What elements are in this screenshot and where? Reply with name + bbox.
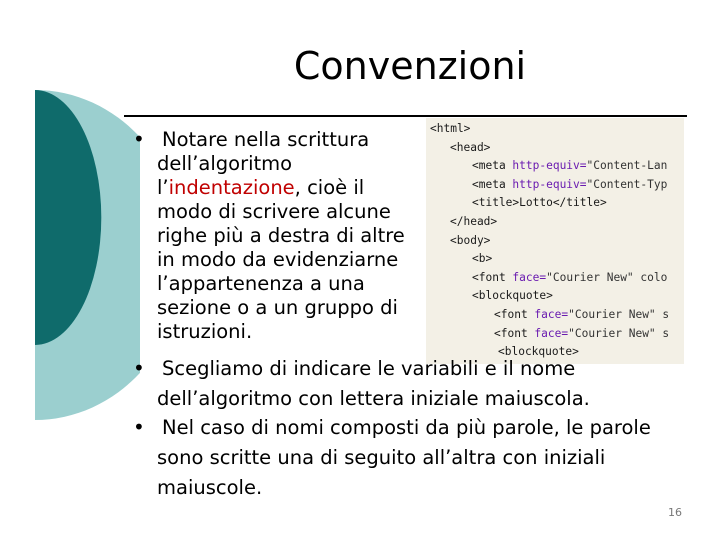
- code-str: "Courier New" colo: [546, 270, 668, 284]
- bullet-text: Nel caso di nomi composti da più parole, le parole: [162, 416, 651, 439]
- bullet-text: sono scritte una di seguito all’altra con iniziali: [157, 446, 606, 469]
- code-tag: </head>: [450, 215, 498, 228]
- code-line: [472, 271, 667, 284]
- bullet-marker: •: [133, 415, 145, 439]
- code-tag: <font: [472, 270, 506, 284]
- bullet-line: [157, 176, 364, 200]
- bullet-line: [162, 416, 651, 440]
- code-attr: face=: [505, 270, 547, 284]
- code-tag: <body>: [450, 233, 491, 247]
- bullet-line: [157, 320, 252, 344]
- bullet-marker: •: [133, 127, 145, 151]
- code-tag: <title>Lotto</title>: [472, 196, 607, 210]
- code-tag: <b>: [472, 252, 493, 266]
- bullet-text: dell’algoritmo: [157, 152, 293, 175]
- bullet-line: [157, 200, 391, 224]
- bullet-text: l’appartenenza a una: [157, 272, 365, 295]
- bullet-line: [157, 224, 405, 248]
- title-divider: [124, 115, 687, 117]
- slide-title: Convenzioni: [293, 44, 527, 88]
- bullet-line: [157, 296, 398, 320]
- bullet-line: [157, 476, 262, 500]
- code-line: [472, 178, 667, 191]
- code-line: [450, 215, 497, 228]
- bullet-text: dell’algoritmo con lettera iniziale maiuscola.: [157, 387, 590, 410]
- bullet-line: [162, 357, 575, 381]
- bullet-line: [157, 446, 605, 470]
- bullet-text: , cioè il: [294, 176, 365, 199]
- highlighted-term: indentazione: [168, 176, 295, 199]
- bullet-text: modo di scrivere alcune: [157, 200, 391, 223]
- code-tag: <html>: [430, 122, 471, 135]
- code-line: [494, 327, 669, 340]
- code-str: "Content-Lan: [586, 159, 668, 173]
- code-tag: <font: [494, 308, 528, 321]
- bullet-text: maiuscole.: [157, 476, 263, 499]
- code-line: [450, 141, 490, 154]
- code-tag: <head>: [450, 140, 491, 154]
- code-line: [472, 289, 553, 302]
- code-line: [450, 234, 490, 247]
- code-str: "Content-Typ: [586, 177, 668, 191]
- bullet-text: l’: [157, 176, 169, 199]
- code-line: [472, 252, 492, 265]
- bullet-line: [157, 272, 365, 296]
- bullet-line: [157, 387, 590, 411]
- code-screenshot: [426, 118, 684, 364]
- code-tag: <meta: [472, 177, 506, 191]
- bullet-text: righe più a destra di altre: [157, 224, 405, 247]
- code-line: [494, 308, 669, 321]
- code-line: [430, 122, 470, 135]
- bullet-line: [157, 248, 398, 272]
- bullet-text: istruzioni.: [157, 320, 253, 343]
- bullet-line: [162, 128, 369, 152]
- code-tag: <blockquote>: [472, 289, 553, 303]
- bullet-text: Scegliamo di indicare le variabili e il nome: [162, 357, 576, 380]
- code-str: "Courier New" s: [568, 308, 670, 321]
- bullet-text: sezione o a un gruppo di: [157, 296, 398, 319]
- bullet-text: Notare nella scrittura: [162, 128, 370, 151]
- code-tag: <blockquote>: [498, 345, 579, 359]
- decorative-shapes: [0, 0, 140, 540]
- bullet-marker: •: [133, 356, 145, 380]
- code-attr: http-equiv=: [505, 177, 587, 191]
- code-attr: face=: [527, 308, 569, 321]
- code-attr: face=: [527, 326, 569, 340]
- code-str: "Courier New" s: [568, 326, 670, 340]
- code-tag: <meta: [472, 159, 506, 173]
- bullet-text: in modo da evidenziarne: [157, 248, 399, 271]
- code-line: [472, 159, 667, 172]
- slide-number: 16: [668, 506, 682, 519]
- code-tag: <font: [494, 326, 528, 340]
- bullet-line: [157, 152, 292, 176]
- code-attr: http-equiv=: [505, 159, 587, 173]
- code-line: [472, 196, 607, 209]
